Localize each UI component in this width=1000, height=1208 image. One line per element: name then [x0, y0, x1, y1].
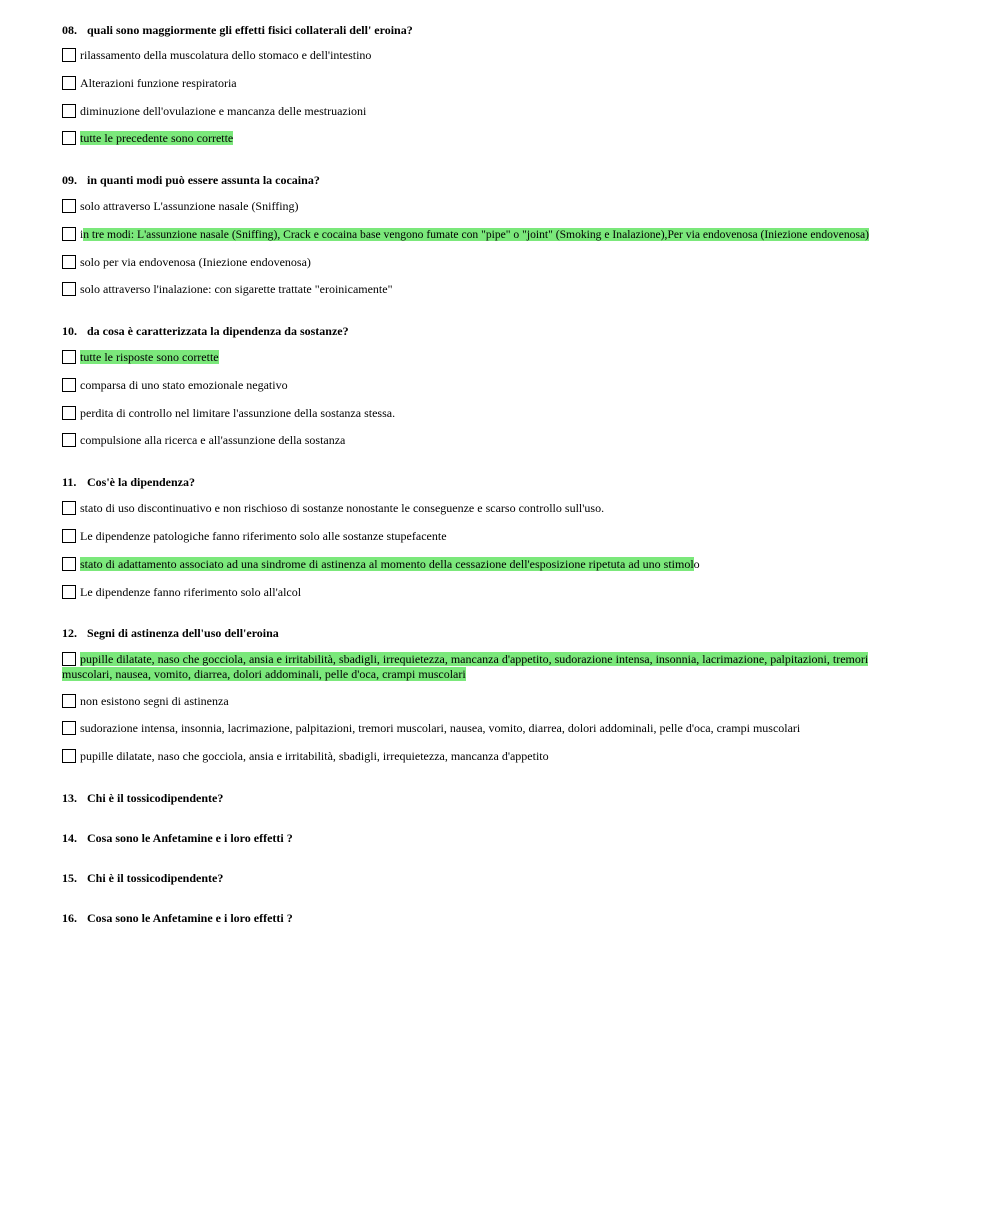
option-08-1[interactable]	[62, 48, 932, 63]
option-08-4[interactable]	[62, 131, 932, 146]
question-text: Cosa sono le Anfetamine e i loro effetti ?	[87, 911, 293, 925]
question-09	[62, 173, 320, 188]
option-label-suffix: o	[693, 557, 700, 571]
option-09-2[interactable]	[62, 227, 932, 242]
question-number: 13.	[62, 791, 77, 805]
highlighted-answer: tutte le risposte sono corrette	[80, 350, 219, 364]
option-label: Le dipendenze patologiche fanno riferimento solo alle sostanze stupefacente	[80, 529, 447, 543]
highlighted-answer: pupille dilatate, naso che gocciola, ansia e irritabilità, sbadigli, irrequietezza, mancanza d'appetito, sudorazione intensa, insonnia, lacrimazione, palpitazioni, tremori muscolari, nausea, vomito, diarrea, dolori addominali, pelle d'oca, crampi muscolari	[62, 652, 869, 681]
question-14	[62, 831, 293, 846]
question-text: Cosa sono le Anfetamine e i loro effetti ?	[87, 831, 293, 845]
question-08	[62, 23, 413, 38]
checkbox[interactable]	[62, 131, 76, 145]
option-12-4[interactable]	[62, 749, 932, 764]
checkbox[interactable]	[62, 557, 76, 571]
question-11	[62, 475, 195, 490]
option-label: perdita di controllo nel limitare l'assunzione della sostanza stessa.	[80, 406, 396, 420]
question-number: 11.	[62, 475, 77, 489]
checkbox[interactable]	[62, 529, 76, 543]
question-15	[62, 871, 223, 886]
checkbox[interactable]	[62, 406, 76, 420]
checkbox[interactable]	[62, 749, 76, 763]
option-12-1[interactable]	[62, 652, 904, 682]
question-10	[62, 324, 349, 339]
option-11-1[interactable]	[62, 501, 932, 516]
question-text: Chi è il tossicodipendente?	[87, 871, 224, 885]
question-16	[62, 911, 293, 926]
question-text: Chi è il tossicodipendente?	[87, 791, 224, 805]
option-label: sudorazione intensa, insonnia, lacrimazione, palpitazioni, tremori muscolari, nausea, vomito, diarrea, dolori addominali, pelle d'oca, crampi muscolari	[80, 721, 801, 735]
option-label: diminuzione dell'ovulazione e mancanza delle mestruazioni	[80, 104, 367, 118]
option-10-3[interactable]	[62, 406, 932, 421]
question-text: in quanti modi può essere assunta la cocaina?	[87, 173, 320, 187]
checkbox[interactable]	[62, 282, 76, 296]
checkbox[interactable]	[62, 378, 76, 392]
checkbox[interactable]	[62, 585, 76, 599]
highlighted-answer: n tre modi: L'assunzione nasale (Sniffing), Crack e cocaina base vengono fumate con "pipe" o "joint" (Smoking e Inalazione),Per via endovenosa (Iniezione endovenosa)	[83, 228, 869, 241]
question-text: da cosa è caratterizzata la dipendenza da sostanze?	[87, 324, 349, 338]
option-10-1[interactable]	[62, 350, 932, 365]
checkbox[interactable]	[62, 48, 76, 62]
option-09-1[interactable]	[62, 199, 932, 214]
question-number: 16.	[62, 911, 77, 925]
option-11-2[interactable]	[62, 529, 932, 544]
option-label: comparsa di uno stato emozionale negativo	[80, 378, 288, 392]
question-number: 14.	[62, 831, 77, 845]
question-number: 15.	[62, 871, 77, 885]
option-label: Alterazioni funzione respiratoria	[80, 76, 237, 90]
option-label: non esistono segni di astinenza	[80, 694, 229, 708]
option-09-3[interactable]	[62, 255, 932, 270]
question-number: 08.	[62, 23, 77, 37]
checkbox[interactable]	[62, 76, 76, 90]
checkbox[interactable]	[62, 433, 76, 447]
option-12-2[interactable]	[62, 694, 932, 709]
option-label-prefix: i	[80, 228, 84, 241]
checkbox[interactable]	[62, 104, 76, 118]
highlighted-answer: tutte le precedente sono corrette	[80, 131, 234, 145]
checkbox[interactable]	[62, 350, 76, 364]
question-number: 09.	[62, 173, 77, 187]
option-08-3[interactable]	[62, 104, 932, 119]
option-12-3[interactable]	[62, 721, 932, 736]
option-11-3[interactable]	[62, 557, 932, 572]
question-number: 12.	[62, 626, 77, 640]
option-label: rilassamento della muscolatura dello stomaco e dell'intestino	[80, 48, 372, 62]
checkbox[interactable]	[62, 199, 76, 213]
option-label: solo attraverso l'inalazione: con sigarette trattate "eroinicamente"	[80, 282, 393, 296]
option-label: pupille dilatate, naso che gocciola, ansia e irritabilità, sbadigli, irrequietezza, mancanza d'appetito	[80, 749, 549, 763]
checkbox[interactable]	[62, 652, 76, 666]
option-10-4[interactable]	[62, 433, 932, 448]
option-label: solo attraverso L'assunzione nasale (Sniffing)	[80, 199, 299, 213]
question-13	[62, 791, 223, 806]
question-text: quali sono maggiormente gli effetti fisici collaterali dell' eroina?	[87, 23, 413, 37]
checkbox[interactable]	[62, 501, 76, 515]
checkbox[interactable]	[62, 227, 76, 241]
option-08-2[interactable]	[62, 76, 932, 91]
option-label: Le dipendenze fanno riferimento solo all'alcol	[80, 585, 302, 599]
option-label: compulsione alla ricerca e all'assunzione della sostanza	[80, 433, 346, 447]
option-label: solo per via endovenosa (Iniezione endovenosa)	[80, 255, 311, 269]
option-label: stato di uso discontinuativo e non rischioso di sostanze nonostante le conseguenze e scarso controllo sull'uso.	[80, 501, 605, 515]
highlighted-answer: stato di adattamento associato ad una sindrome di astinenza al momento della cessazione dell'esposizione ripetuta ad uno stimol	[80, 557, 694, 571]
option-10-2[interactable]	[62, 378, 932, 393]
question-number: 10.	[62, 324, 77, 338]
option-11-4[interactable]	[62, 585, 932, 600]
question-12	[62, 626, 279, 641]
question-text: Segni di astinenza dell'uso dell'eroina	[87, 626, 279, 640]
option-09-4[interactable]	[62, 282, 932, 297]
checkbox[interactable]	[62, 255, 76, 269]
checkbox[interactable]	[62, 721, 76, 735]
question-text: Cos'è la dipendenza?	[87, 475, 196, 489]
checkbox[interactable]	[62, 694, 76, 708]
